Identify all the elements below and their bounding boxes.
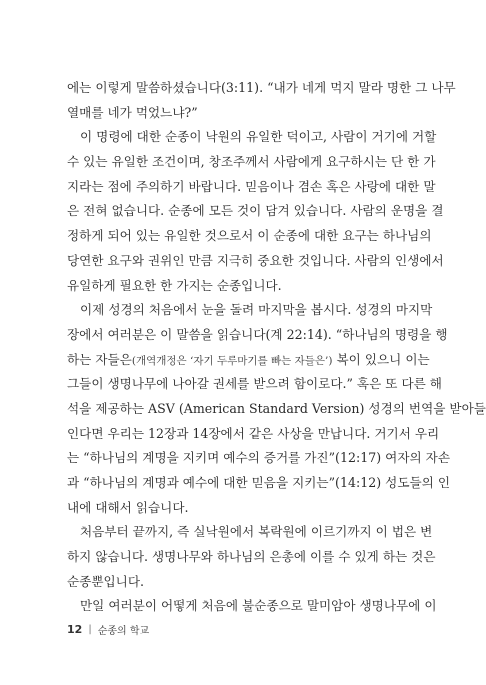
text-line: 처음부터 끝까지, 즉 실낙원에서 복락원에 이르기까지 이 법은 변: [80, 524, 433, 540]
text-line: 하는 자들은(개역개정은 ‘자기 두루마기를 빠는 자들은’) 복이 있으니 이는: [67, 351, 430, 367]
text-line: 석을 제공하는 ASV (American Standard Version) 성경의 번역을 받아들: [67, 400, 486, 416]
text-line: 과 “하나님의 계명과 예수에 대한 믿음을 지키는”(14:12) 성도들의 인: [67, 475, 450, 490]
footer-separator: |: [88, 624, 92, 635]
text-line: 장에서 여러분은 이 말씀을 읽습니다(계 22:14). “하나님의 명령을 행: [67, 326, 448, 342]
text-line: 당연한 요구와 권위인 만큼 지극히 중요한 것입니다. 사람의 인생에서: [67, 252, 444, 268]
text-line: 수 있는 유일한 조건이며, 창조주께서 사람에게 요구하시는 단 한 가: [67, 154, 436, 170]
text-line: 내에 대해서 읽습니다.: [67, 499, 189, 515]
text-line: 은 전혀 없습니다. 순종에 모든 것이 담겨 있습니다. 사람의 운명을 결: [67, 203, 444, 219]
text-line: 지라는 점에 주의하기 바랍니다. 믿음이나 겸손 혹은 사랑에 대한 말: [67, 178, 436, 194]
page-footer: [67, 622, 149, 637]
body-text: [67, 76, 486, 619]
text-line: 는 “하나님의 계명을 지키며 예수의 증거를 가진”(12:17) 여자의 자손: [67, 450, 450, 466]
page-number: 12: [67, 623, 83, 636]
text-line: 인다면 우리는 12장과 14장에서 같은 사상을 만납니다. 거기서 우리: [67, 425, 440, 441]
text-line: 이 명령에 대한 순종이 낙원의 유일한 덕이고, 사람이 거기에 거할: [80, 129, 437, 145]
text-line: 순종뿐입니다.: [67, 573, 144, 589]
text-line: 에는 이렇게 말씀하셨습니다(3:11). “내가 네게 먹지 말라 명한 그 나무: [67, 80, 456, 95]
text-line: 만일 여러분이 어떻게 처음에 불순종으로 말미암아 생명나무에 이: [80, 598, 437, 614]
text-line: 정하게 되어 있는 유일한 것으로서 이 순종에 대한 요구는 하나님의: [67, 228, 432, 244]
book-title: 순종의 학교: [97, 626, 150, 637]
text-line: 유일하게 필요한 한 가지는 순종입니다.: [67, 277, 282, 293]
translation-note: (개역개정은 ‘자기 두루마기를 빠는 자들은’): [131, 354, 333, 367]
text-line: 이제 성경의 처음에서 눈을 돌려 마지막을 봅시다. 성경의 마지막: [80, 302, 433, 318]
text-line: 열매를 네가 먹었느냐?”: [67, 104, 198, 120]
text-line: 그들이 생명나무에 나아갈 권세를 받으려 함이로다.” 혹은 또 다른 해: [67, 376, 442, 392]
text-line: 하지 않습니다. 생명나무와 하나님의 은총에 이를 수 있게 하는 것은: [67, 549, 436, 565]
